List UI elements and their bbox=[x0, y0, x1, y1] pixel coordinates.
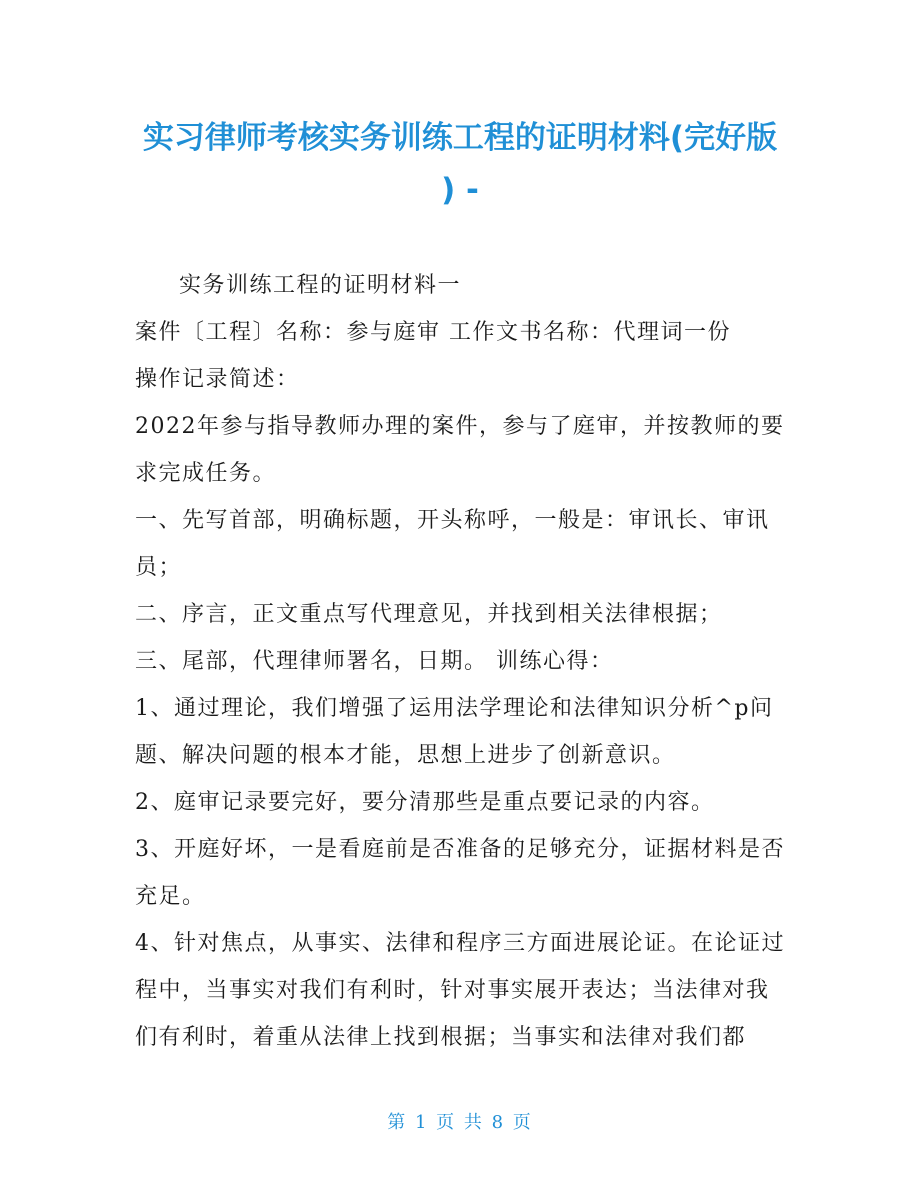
paragraph-case-name: 案件〔工程〕名称：参与庭审 工作文书名称：代理词一份 bbox=[135, 320, 731, 345]
paragraph-record-summary: 2022年参与指导教师办理的案件，参与了庭审，并按教师的要求完成任务。 bbox=[135, 414, 785, 486]
section-heading: 实务训练工程的证明材料一 bbox=[179, 273, 462, 298]
page-number-footer: 第 1 页 共 8 页 bbox=[387, 1112, 533, 1133]
paragraph-step-three: 三、尾部，代理律师署名，日期。 训练心得： bbox=[135, 649, 614, 674]
paragraph-step-two: 二、序言，正文重点写代理意见，并找到相关法律根据； bbox=[135, 602, 723, 627]
paragraph-step-one: 一、先写首部，明确标题，开头称呼，一般是：审讯长、审讯员； bbox=[135, 508, 770, 580]
paragraph-record-summary-label: 操作记录简述： bbox=[135, 367, 300, 392]
document-body bbox=[135, 262, 790, 1061]
document-title-line-1: 实习律师考核实务训练工程的证明材料(完好版 bbox=[142, 120, 778, 156]
paragraph-insight-one: 1、通过理论，我们增强了运用法学理论和法律知识分析^p问题、解决问题的根本才能，思想上进步了创新意识。 bbox=[135, 696, 774, 768]
paragraph-insight-four: 4、针对焦点，从事实、法律和程序三方面进展论证。在论证过程中，当事实对我们有利时，针对事实展开表达；当法律对我们有利时，着重从法律上找到根据；当事实和法律对我们都 bbox=[135, 931, 785, 1050]
document-title-line-2: ) - bbox=[441, 172, 479, 208]
paragraph-insight-two: 2、庭审记录要完好，要分清那些是重点要记录的内容。 bbox=[135, 790, 715, 815]
document-title bbox=[120, 112, 800, 216]
paragraph-insight-three: 3、开庭好坏，一是看庭前是否准备的足够充分，证据材料是否充足。 bbox=[135, 837, 785, 909]
